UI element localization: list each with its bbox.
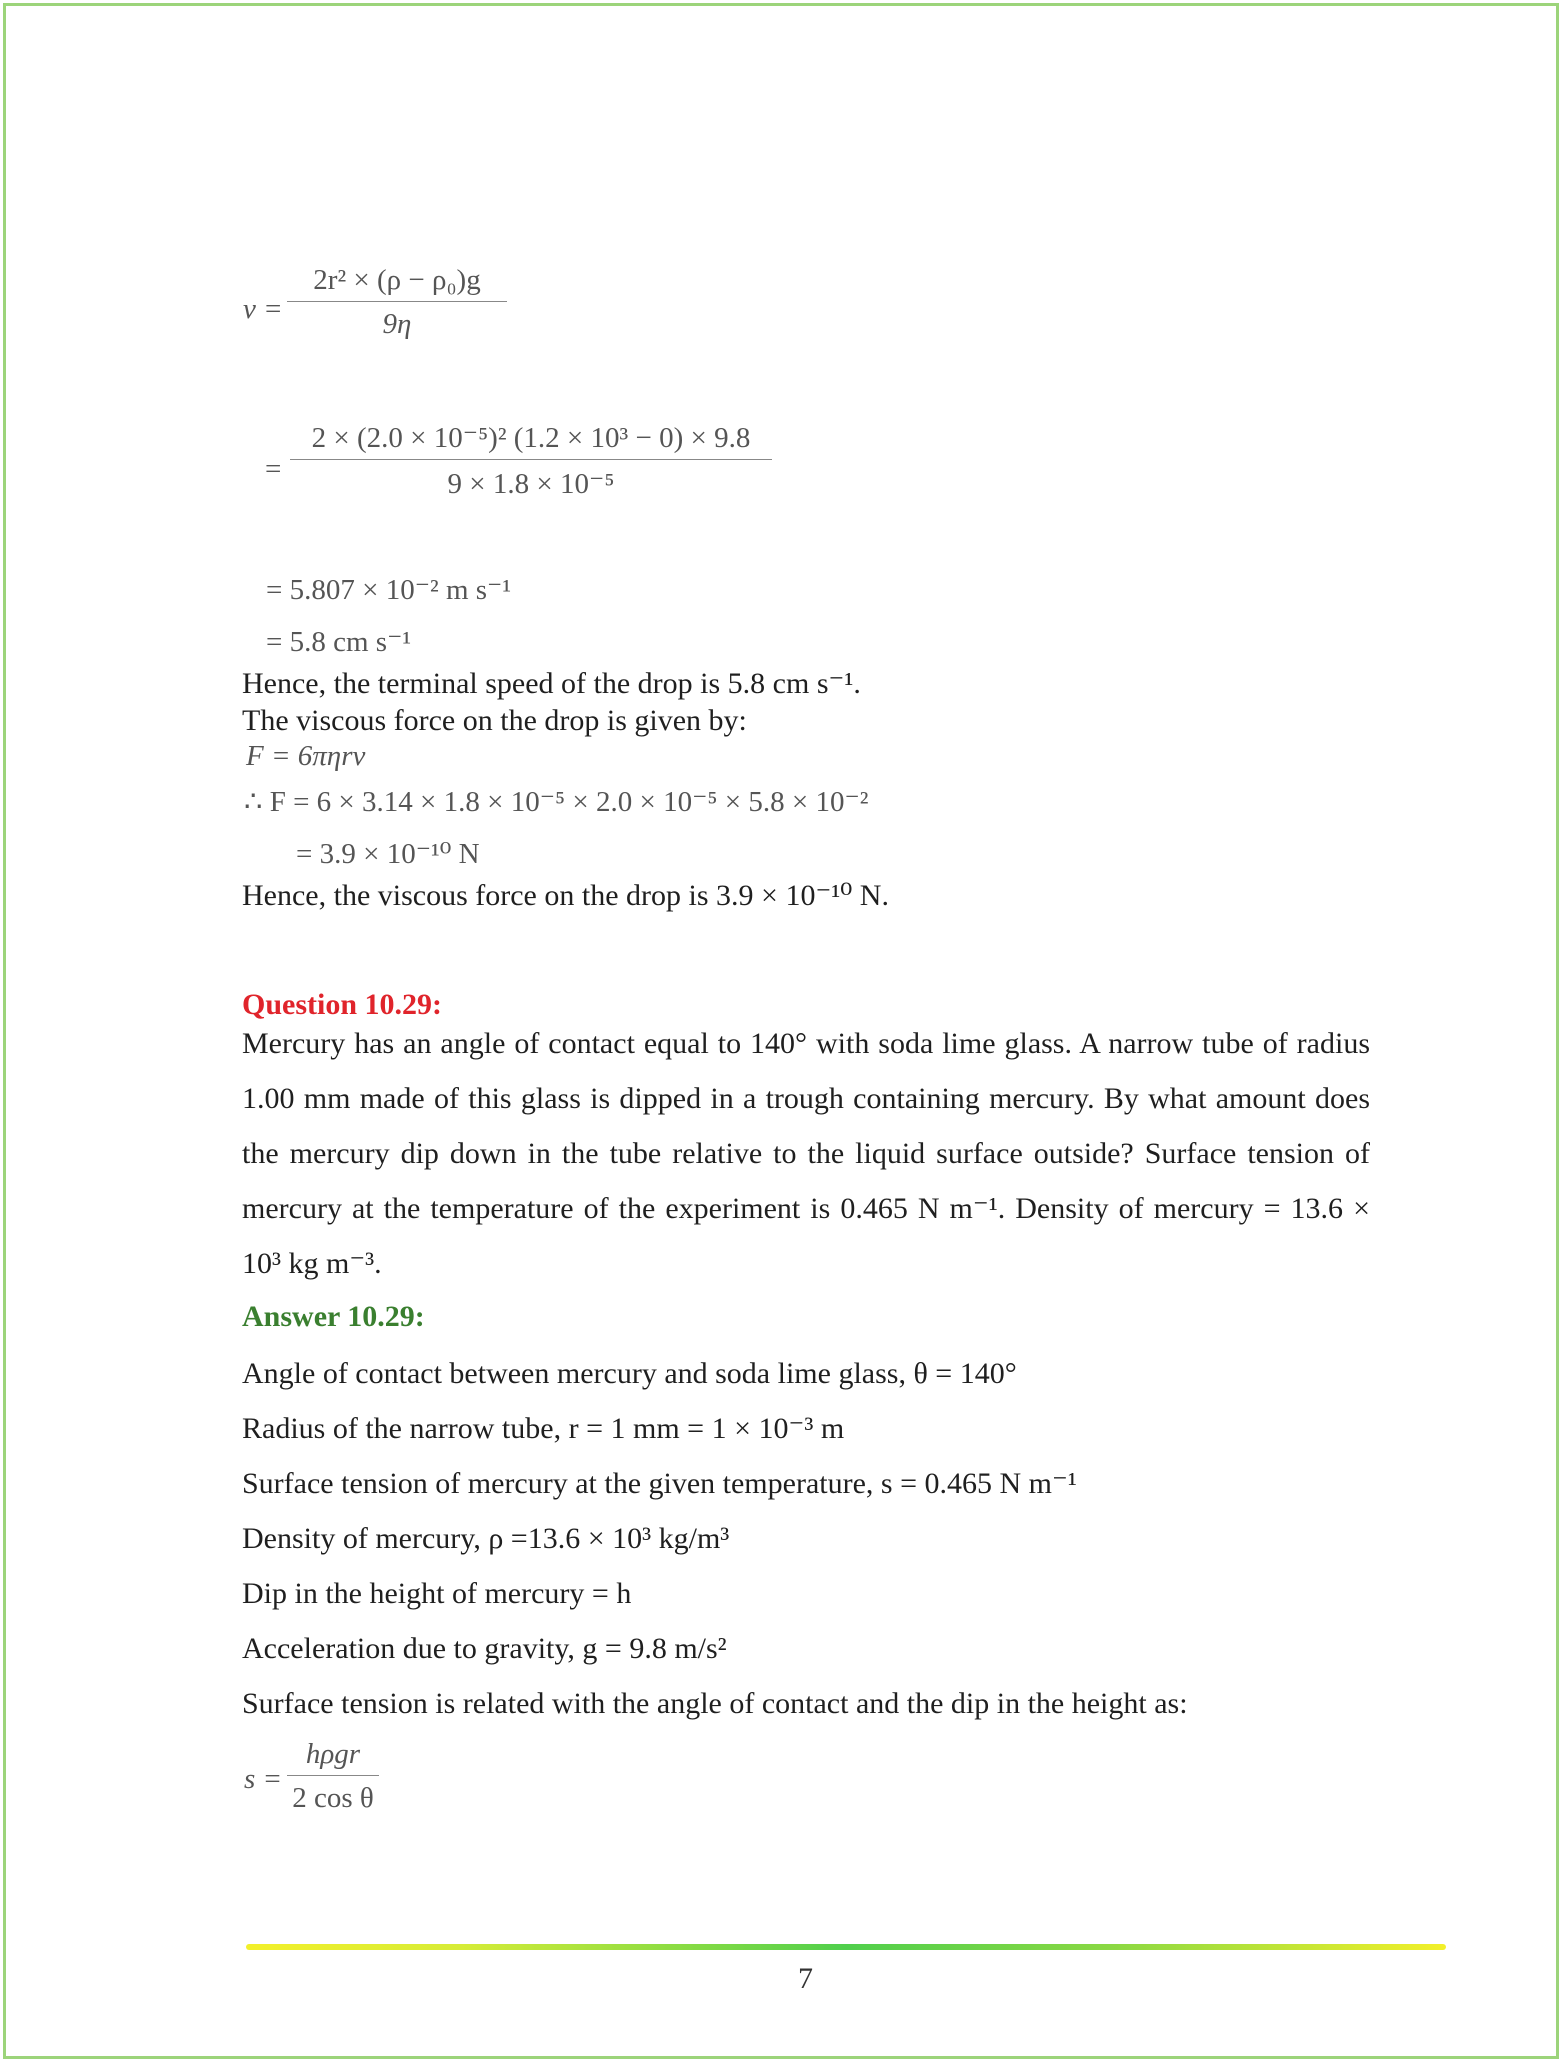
eq-s-fraction: [287, 1738, 379, 1815]
footer-divider: [246, 1944, 1446, 1950]
answer-line-gravity: Acceleration due to gravity, g = 9.8 m/s²: [242, 1632, 727, 1665]
terminal-speed-statement: Hence, the terminal speed of the drop is 5.8 cm s⁻¹.: [242, 667, 861, 700]
eq-v-fraction: [287, 264, 507, 341]
eq-sub-numerator: 2 × (2.0 × 10⁻⁵)² (1.2 × 10³ − 0) × 9.8: [311, 422, 751, 454]
answer-line-surface-tension: Surface tension of mercury at the given temperature, s = 0.465 N m⁻¹: [242, 1467, 1077, 1500]
question-text: Mercury has an angle of contact equal to 140° with soda lime glass. A narrow tube of radius 1.00 mm made of this glass is dipped in a trough containing mercury. By what amount does the mercury dip down in the tube relative to the liquid surface outside? Surface tension of mercury at the temperature of the experiment is 0.465 N m⁻¹. Density of mercury = 13.6 × 10³ kg m⁻³.: [242, 1027, 1370, 1280]
viscous-force-statement: Hence, the viscous force on the drop is 3.9 × 10⁻¹⁰ N.: [242, 879, 889, 912]
viscous-force-intro: The viscous force on the drop is given by:: [242, 704, 747, 737]
velocity-result-cms: = 5.8 cm s⁻¹: [266, 626, 412, 658]
eq-sub-denominator: 9 × 1.8 × 10⁻⁵: [447, 468, 615, 500]
answer-line-dip-height: Dip in the height of mercury = h: [242, 1577, 632, 1610]
answer-label: Answer 10.29:: [242, 1300, 425, 1333]
eq-s-lhs: s =: [244, 1763, 283, 1795]
eq-sub-fraction: [290, 420, 772, 501]
velocity-result-ms: = 5.807 × 10⁻² m s⁻¹: [266, 574, 512, 606]
answer-line-density: Density of mercury, ρ =13.6 × 10³ kg/m³: [242, 1522, 730, 1555]
eq-s-denominator: 2 cos θ: [292, 1782, 374, 1814]
eq-v-numerator: 2r² × (ρ − ρ₀)g: [313, 264, 481, 296]
viscous-force-substitution: ∴ F = 6 × 3.14 × 1.8 × 10⁻⁵ × 2.0 × 10⁻⁵ × 5.8 × 10⁻²: [244, 786, 869, 818]
fraction-bar: [290, 459, 772, 460]
viscous-force-result: = 3.9 × 10⁻¹⁰ N: [296, 838, 480, 870]
stokes-law-formula: F = 6πηrv: [246, 740, 366, 772]
fraction-bar: [287, 301, 507, 302]
answer-line-relation-intro: Surface tension is related with the angle of contact and the dip in the height as:: [242, 1687, 1188, 1720]
answer-line-radius: Radius of the narrow tube, r = 1 mm = 1 × 10⁻³ m: [242, 1412, 845, 1445]
eq-sub-lhs: =: [265, 453, 282, 485]
question-label: Question 10.29:: [242, 988, 443, 1021]
eq-s-numerator: hρgr: [305, 1738, 361, 1770]
eq-v-denominator: 9η: [382, 308, 412, 340]
fraction-bar: [287, 1775, 379, 1776]
eq-v-lhs: v =: [243, 293, 283, 325]
page-number: 7: [798, 1962, 813, 1995]
answer-line-angle: Angle of contact between mercury and soda lime glass, θ = 140°: [242, 1357, 1017, 1390]
